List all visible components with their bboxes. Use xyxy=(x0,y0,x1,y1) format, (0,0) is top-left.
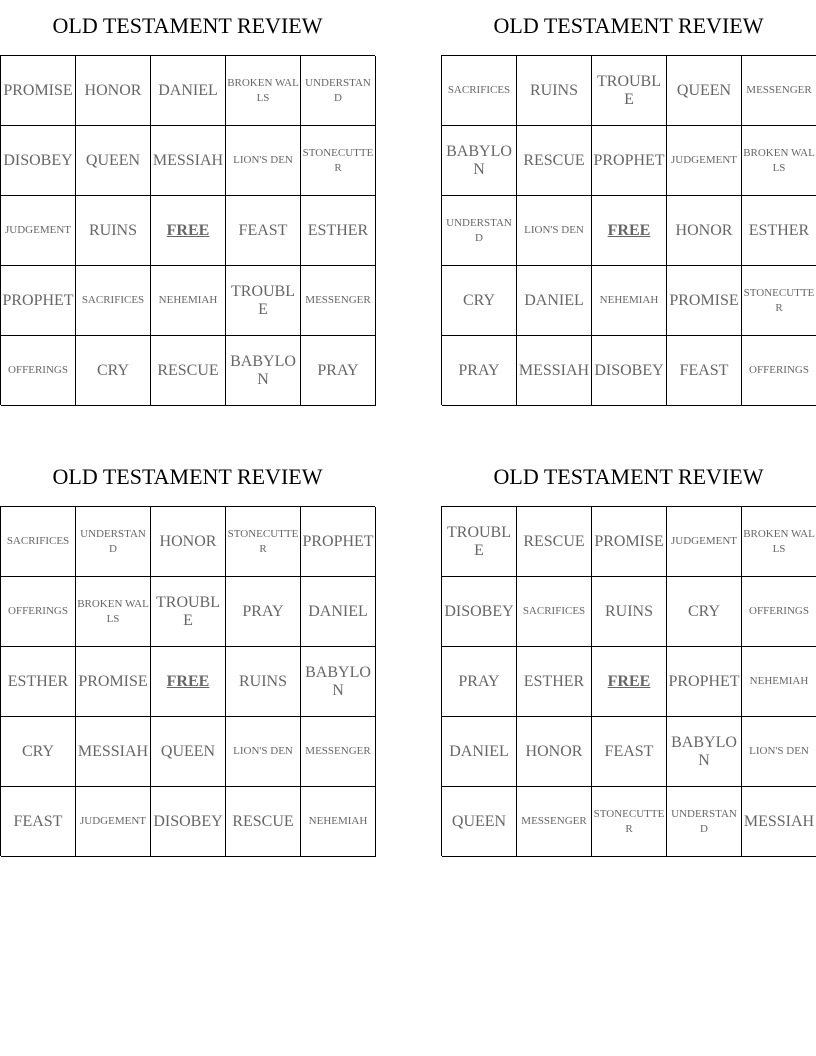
bingo-cell: RUINS xyxy=(592,577,667,647)
bingo-cell: FEAST xyxy=(667,336,742,406)
bingo-cell: PROPHET xyxy=(667,647,742,717)
bingo-cell: RESCUE xyxy=(517,507,592,577)
bingo-cell: HONOR xyxy=(76,56,151,126)
bingo-cell: PRAY xyxy=(301,336,376,406)
bingo-cell: BROKEN WALLS xyxy=(742,126,816,196)
free-space: FREE xyxy=(151,196,226,266)
bingo-cell: CRY xyxy=(667,577,742,647)
bingo-cell: UNDERSTAND xyxy=(667,787,742,857)
bingo-cell: MESSIAH xyxy=(151,126,226,196)
bingo-cell: PROMISE xyxy=(592,507,667,577)
bingo-cell: MESSENGER xyxy=(517,787,592,857)
bingo-cell: PROMISE xyxy=(76,647,151,717)
bingo-cell: NEHEMIAH xyxy=(301,787,376,857)
bingo-cell: LION'S DEN xyxy=(226,126,301,196)
bingo-cell: DANIEL xyxy=(301,577,376,647)
bingo-cell: JUDGEMENT xyxy=(667,126,742,196)
bingo-cell: BABYLON xyxy=(442,126,517,196)
bingo-cell: JUDGEMENT xyxy=(667,507,742,577)
card-title: OLD TESTAMENT REVIEW xyxy=(52,13,323,38)
bingo-cell: JUDGEMENT xyxy=(76,787,151,857)
bingo-cell: CRY xyxy=(442,266,517,336)
bingo-cell: PROPHET xyxy=(1,266,76,336)
bingo-cell: ESTHER xyxy=(1,647,76,717)
bingo-cell: SACRIFICES xyxy=(76,266,151,336)
bingo-cell: STONECUTTER xyxy=(592,787,667,857)
bingo-cell: HONOR xyxy=(667,196,742,266)
bingo-cell: BABYLON xyxy=(667,717,742,787)
bingo-cell: TROUBLE xyxy=(442,507,517,577)
bingo-cell: BABYLON xyxy=(226,336,301,406)
bingo-cell: RESCUE xyxy=(226,787,301,857)
bingo-cell: CRY xyxy=(1,717,76,787)
bingo-cell: OFFERINGS xyxy=(742,336,816,406)
bingo-cell: BROKEN WALLS xyxy=(76,577,151,647)
free-space: FREE xyxy=(151,647,226,717)
bingo-cell: MESSIAH xyxy=(76,717,151,787)
bingo-cell: QUEEN xyxy=(151,717,226,787)
bingo-grid xyxy=(0,506,375,856)
card-title: OLD TESTAMENT REVIEW xyxy=(493,464,764,489)
bingo-cell: PROMISE xyxy=(1,56,76,126)
bingo-cell: LION'S DEN xyxy=(742,717,816,787)
bingo-cell: PROPHET xyxy=(301,507,376,577)
bingo-cell: ESTHER xyxy=(301,196,376,266)
bingo-cell: RESCUE xyxy=(517,126,592,196)
bingo-cell: OFFERINGS xyxy=(1,577,76,647)
bingo-cell: QUEEN xyxy=(442,787,517,857)
bingo-cell: CRY xyxy=(76,336,151,406)
bingo-cell: DANIEL xyxy=(517,266,592,336)
bingo-cell: NEHEMIAH xyxy=(742,647,816,717)
bingo-cell: MESSIAH xyxy=(517,336,592,406)
bingo-cell: ESTHER xyxy=(517,647,592,717)
bingo-cell: STONECUTTER xyxy=(301,126,376,196)
bingo-cell: DANIEL xyxy=(151,56,226,126)
bingo-cell: UNDERSTAND xyxy=(76,507,151,577)
bingo-cell: TROUBLE xyxy=(151,577,226,647)
bingo-cell: PROPHET xyxy=(592,126,667,196)
bingo-cell: FEAST xyxy=(592,717,667,787)
bingo-cell: PRAY xyxy=(442,336,517,406)
bingo-grid xyxy=(441,506,816,856)
card-title: OLD TESTAMENT REVIEW xyxy=(493,13,764,38)
bingo-cell: HONOR xyxy=(151,507,226,577)
bingo-cell: RUINS xyxy=(226,647,301,717)
bingo-cell: PROMISE xyxy=(667,266,742,336)
bingo-cell: QUEEN xyxy=(76,126,151,196)
bingo-cell: LION'S DEN xyxy=(517,196,592,266)
bingo-cell: DANIEL xyxy=(442,717,517,787)
bingo-cell: QUEEN xyxy=(667,56,742,126)
bingo-cell: HONOR xyxy=(517,717,592,787)
bingo-cell: FEAST xyxy=(226,196,301,266)
bingo-cell: RUINS xyxy=(517,56,592,126)
bingo-cell: OFFERINGS xyxy=(1,336,76,406)
bingo-cell: UNDERSTAND xyxy=(442,196,517,266)
bingo-cell: MESSIAH xyxy=(742,787,816,857)
bingo-cell: JUDGEMENT xyxy=(1,196,76,266)
bingo-cell: UNDERSTAND xyxy=(301,56,376,126)
bingo-cell: SACRIFICES xyxy=(442,56,517,126)
bingo-cell: FEAST xyxy=(1,787,76,857)
bingo-cell: STONECUTTER xyxy=(742,266,816,336)
bingo-cell: MESSENGER xyxy=(742,56,816,126)
bingo-cell: PRAY xyxy=(226,577,301,647)
bingo-cell: OFFERINGS xyxy=(742,577,816,647)
bingo-cell: LION'S DEN xyxy=(226,717,301,787)
bingo-cell: MESSENGER xyxy=(301,266,376,336)
bingo-cell: STONECUTTER xyxy=(226,507,301,577)
bingo-grid xyxy=(0,55,375,405)
bingo-cell: PRAY xyxy=(442,647,517,717)
bingo-cell: DISOBEY xyxy=(151,787,226,857)
bingo-cell: DISOBEY xyxy=(592,336,667,406)
bingo-cell: RUINS xyxy=(76,196,151,266)
bingo-cell: DISOBEY xyxy=(442,577,517,647)
bingo-cell: DISOBEY xyxy=(1,126,76,196)
bingo-cell: NEHEMIAH xyxy=(151,266,226,336)
bingo-cell: TROUBLE xyxy=(592,56,667,126)
bingo-cell: ESTHER xyxy=(742,196,816,266)
card-title: OLD TESTAMENT REVIEW xyxy=(52,464,323,489)
free-space: FREE xyxy=(592,647,667,717)
bingo-cell: RESCUE xyxy=(151,336,226,406)
bingo-cell: NEHEMIAH xyxy=(592,266,667,336)
bingo-cell: SACRIFICES xyxy=(517,577,592,647)
bingo-cell: TROUBLE xyxy=(226,266,301,336)
bingo-grid xyxy=(441,55,816,405)
bingo-cell: MESSENGER xyxy=(301,717,376,787)
bingo-cell: SACRIFICES xyxy=(1,507,76,577)
bingo-cell: BABYLON xyxy=(301,647,376,717)
bingo-cell: BROKEN WALLS xyxy=(742,507,816,577)
free-space: FREE xyxy=(592,196,667,266)
bingo-cell: BROKEN WALLS xyxy=(226,56,301,126)
